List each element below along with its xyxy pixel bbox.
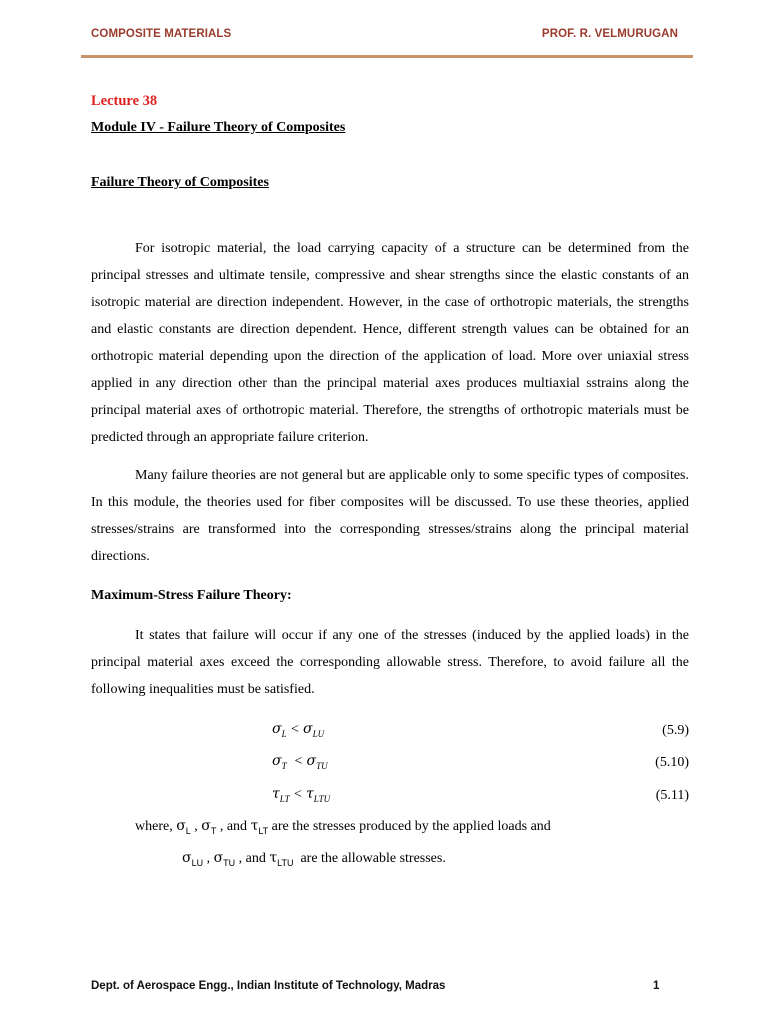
where-line-allowable-stresses: $\sigma_{LU}$ , $\sigma_{TU}$ , and $\tau_{LTU}$ are the allowable stresses. [182,850,446,868]
paragraph-text: It states that failure will occur if any one of the stresses (induced by the applied loads) in the principal material axes exceed the corresponding allowable stress. Therefore, to avoid failure all the following inequalities must be satisfied. [91,628,689,697]
equation-5-9: $\sigma_L < \sigma_{LU}$ [272,721,325,739]
equation-number: (5.10) [655,755,689,770]
page-number: 1 [653,980,660,992]
equation-number: (5.11) [655,788,689,803]
lecture-number: Lecture 38 [91,93,158,109]
paragraph-failure-theories [91,462,689,570]
footer-department: Dept. of Aerospace Engg., Indian Institute of Technology, Madras [91,980,446,992]
header-course-title: COMPOSITE MATERIALS [91,28,232,40]
paragraph-isotropic [91,235,689,451]
module-title: Module IV - Failure Theory of Composites [91,120,346,135]
paragraph-text: For isotropic material, the load carrying capacity of a structure can be determined from the principal stresses and ultimate tensile, compressive and shear strengths since the elastic constants of an isotropic material are direction independent. However, in the case of orthotropic materials, the strengths and elastic constants are direction dependent. Hence, different strength values can be obtained for an orthotropic material depending upon the direction of the application of load. More over uniaxial stress applied in any direction other than the principal material axes produces multiaxial sstrains along the principal material axes of orthotropic material. Therefore, the strengths of orthotropic materials must be predicted through an appropriate failure criterion. [91,241,689,445]
equation-number: (5.9) [662,723,689,738]
equation-5-11: $\tau_{LT} < \tau_{LTU}$ [272,786,331,804]
equation-5-10: $\sigma_T < \sigma_{TU}$ [272,753,328,771]
header-divider [81,55,693,58]
where-line-applied-stresses: where, $\sigma_L$ , $\sigma_T$ , and $\tau_{LT}$ are the stresses produced by the applied loads and [135,818,551,836]
paragraph-text: Many failure theories are not general but are applicable only to some specific types of composites. In this module, the theories used for fiber composites will be discussed. To use these theories, applied stresses/strains are transformed into the corresponding stresses/strains along the principal material directions. [91,468,689,564]
header-author: PROF. R. VELMURUGAN [541,28,678,40]
subsection-title: Maximum-Stress Failure Theory: [91,588,292,603]
section-title: Failure Theory of Composites [91,175,269,190]
paragraph-max-stress [91,622,689,703]
